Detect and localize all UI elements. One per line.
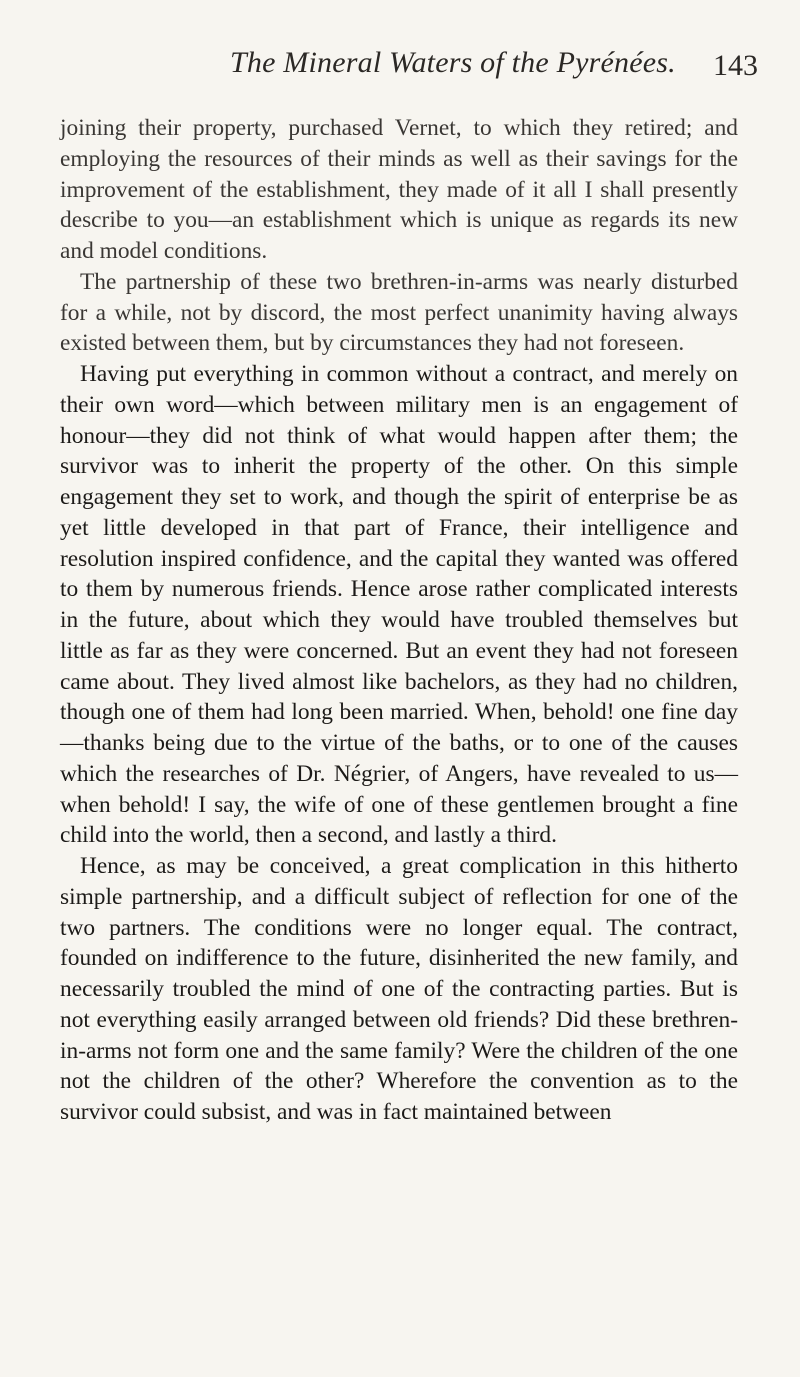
running-head: The Mineral Waters of the Pyrénées. xyxy=(230,46,676,79)
page-number: 143 xyxy=(713,49,758,82)
paragraph: The partnership of these two brethren-in-arms was nearly disturbed for a while, not by discord, the most perfect unanimity having always existed between them, but by circumstances they had not foreseen. xyxy=(60,268,738,357)
body-text xyxy=(60,113,738,1128)
page-header xyxy=(58,40,758,100)
paragraph: joining their property, purchased Vernet, to which they retired; and employing the resources of their minds as well as their savings for the improvement of the establishment, they made of it all I shall presently describe to you—an establishment which is unique as regards its new and model conditions. xyxy=(60,115,738,264)
paragraph: Having put everything in common without a contract, and merely on their own word—which between military men is an engagement of honour—they did not think of what would happen after them; the survivor was to inherit the property of the other. On this simple engagement they set to work, and though the spirit of enterprise be as yet little developed in that part of France, their intelligence and resolution inspired confidence, and the capital they wanted was offered to them by numerous friends. Hence arose rather complicated interests in the future, about which they would have troubled themselves but little as far as they were concerned. But an event they had not foreseen came about. They lived almost like bachelors, as they had no children, though one of them had long been married. When, behold! one fine day—thanks being due to the virtue of the baths, or to one of the causes which the researches of Dr. Négrier, of Angers, have revealed to us—when behold! I say, the wife of one of these gentlemen brought a fine child into the world, then a second, and lastly a third. xyxy=(60,361,738,849)
paragraph: Hence, as may be conceived, a great complication in this hitherto simple partnership, and a difficult subject of reflection for one of the two partners. The conditions were no longer equal. The contract, founded on indifference to the future, disinherited the new family, and necessarily troubled the mind of one of the contracting parties. But is not everything easily arranged between old friends? Did these brethren-in-arms not form one and the same family? Were the children of the one not the children of the other? Wherefore the convention as to the survivor could subsist, and was in fact maintained between xyxy=(60,853,738,1125)
